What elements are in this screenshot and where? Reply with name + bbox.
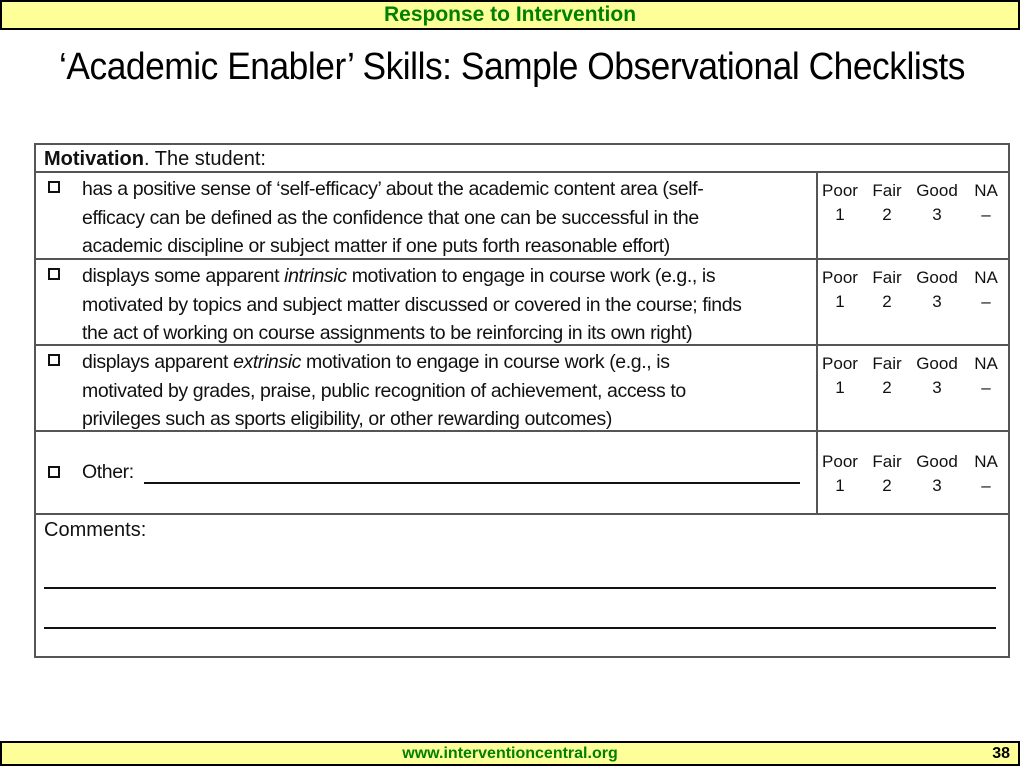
comments-label: Comments:: [44, 519, 147, 541]
rating-label: Fair: [872, 354, 902, 373]
checkbox-icon[interactable]: [48, 181, 60, 193]
rating-fair[interactable]: [868, 179, 906, 227]
rating-value: –: [981, 292, 991, 311]
rating-value: –: [981, 378, 991, 397]
rating-label: Fair: [872, 268, 902, 287]
item-text: [82, 175, 802, 261]
rating-value: 2: [882, 205, 892, 224]
rating-value: –: [981, 476, 991, 495]
rating-fair[interactable]: [868, 450, 906, 498]
rating-value: 1: [835, 292, 845, 311]
rating-label: Good: [916, 452, 958, 471]
item-text-emphasis: extrinsic: [233, 351, 301, 373]
rating-label: Poor: [822, 268, 858, 287]
rating-label: NA: [974, 268, 998, 287]
rating-scale: [816, 432, 1008, 513]
item-text-segment: motivation to engage in course work (e.g., is: [301, 351, 670, 373]
checklist-item-2: [36, 260, 1008, 346]
checkbox-icon[interactable]: [48, 466, 60, 478]
header-bar: [0, 0, 1020, 30]
comments-section: [36, 515, 1008, 656]
footer-url[interactable]: www.interventioncentral.org: [402, 745, 618, 762]
rating-label: Fair: [872, 181, 902, 200]
rating-good[interactable]: [914, 352, 960, 400]
rating-value: 3: [932, 205, 942, 224]
item-line: [82, 348, 802, 377]
rating-poor[interactable]: [820, 179, 860, 227]
rating-label: Good: [916, 181, 958, 200]
rating-good[interactable]: [914, 450, 960, 498]
rating-label: Poor: [822, 181, 858, 200]
item-line: academic discipline or subject matter if one puts forth reasonable effort): [82, 235, 670, 257]
item-text: [82, 262, 802, 348]
item-text-segment: motivation to engage in course work (e.g., is: [346, 265, 716, 287]
comment-line[interactable]: [44, 627, 996, 629]
rating-label: Poor: [822, 354, 858, 373]
item-line: privileges such as sports eligibility, or other rewarding outcomes): [82, 408, 612, 430]
rating-poor[interactable]: [820, 450, 860, 498]
rating-value: 2: [882, 476, 892, 495]
rating-na[interactable]: [968, 179, 1004, 227]
rating-value: 3: [932, 378, 942, 397]
rating-na[interactable]: [968, 266, 1004, 314]
rating-label: NA: [974, 452, 998, 471]
checklist-item-1: [36, 173, 1008, 260]
item-line: motivated by grades, praise, public recognition of achievement, access to: [82, 379, 686, 402]
section-header: [36, 145, 1008, 173]
checkbox-icon[interactable]: [48, 354, 60, 366]
rating-label: Good: [916, 354, 958, 373]
checkbox-icon[interactable]: [48, 268, 60, 280]
comment-line[interactable]: [44, 587, 996, 589]
rating-na[interactable]: [968, 352, 1004, 400]
slide-title: ‘Academic Enabler’ Skills: Sample Observational Checklists: [59, 46, 965, 88]
page-number: 38: [992, 745, 1010, 762]
rating-poor[interactable]: [820, 266, 860, 314]
rating-scale: [816, 260, 1008, 344]
rating-good[interactable]: [914, 266, 960, 314]
rating-scale: [816, 173, 1008, 258]
rating-fair[interactable]: [868, 352, 906, 400]
item-line: efficacy can be defined as the confidence that one can be successful in the: [82, 206, 699, 229]
item-line: has a positive sense of ‘self-efficacy’ about the academic content area (self-: [82, 178, 704, 200]
item-text: [82, 348, 802, 434]
other-fill-in-line[interactable]: [144, 482, 800, 484]
rating-label: NA: [974, 354, 998, 373]
rating-na[interactable]: [968, 450, 1004, 498]
rating-label: Poor: [822, 452, 858, 471]
footer-bar: [0, 741, 1020, 766]
item-text-emphasis: intrinsic: [284, 265, 347, 287]
rating-value: 2: [882, 378, 892, 397]
rating-label: NA: [974, 181, 998, 200]
rating-value: 1: [835, 205, 845, 224]
rating-scale: [816, 346, 1008, 430]
rating-fair[interactable]: [868, 266, 906, 314]
rating-value: 1: [835, 378, 845, 397]
rating-poor[interactable]: [820, 352, 860, 400]
item-line: motivated by topics and subject matter discussed or covered in the course; finds: [82, 293, 742, 316]
rating-value: 1: [835, 476, 845, 495]
item-line: Other:: [82, 461, 134, 483]
item-line: the act of working on course assignments to be reinforcing in its own right): [82, 322, 693, 344]
item-line: [82, 262, 802, 291]
item-text-segment: displays some apparent: [82, 265, 285, 287]
rating-value: 3: [932, 476, 942, 495]
item-text-segment: displays apparent: [82, 351, 234, 373]
checklist-item-3: [36, 346, 1008, 432]
rating-value: –: [981, 205, 991, 224]
section-heading: Motivation: [44, 148, 144, 170]
rating-label: Good: [916, 268, 958, 287]
rating-label: Fair: [872, 452, 902, 471]
observational-checklist: [34, 143, 1010, 658]
rating-value: 2: [882, 292, 892, 311]
header-title: Response to Intervention: [383, 3, 637, 26]
rating-good[interactable]: [914, 179, 960, 227]
rating-value: 3: [932, 292, 942, 311]
checklist-item-other: [36, 432, 1008, 515]
section-subheading: . The student:: [144, 148, 266, 170]
